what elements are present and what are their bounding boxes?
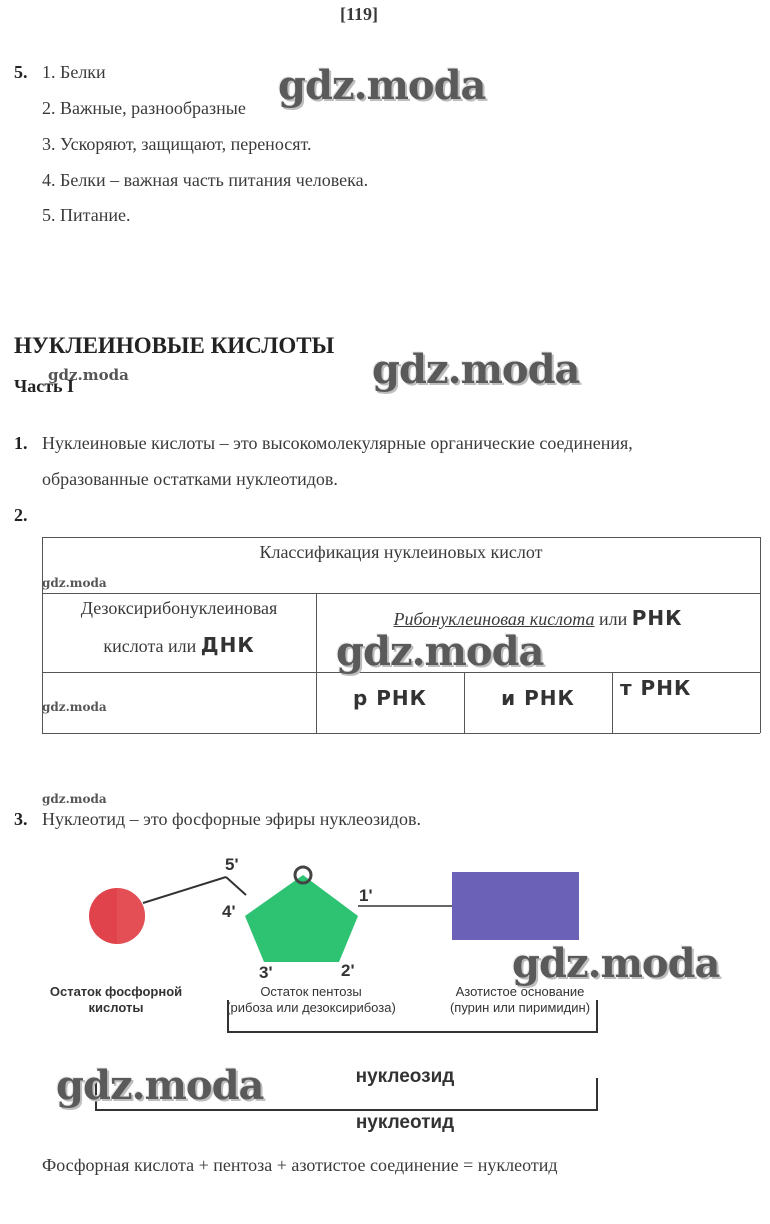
rna-type-r: р РНК [352, 686, 428, 710]
nucleoside-label: нуклеозид [355, 1066, 455, 1087]
phosphate-bond [143, 877, 226, 903]
pentose-label-line2: (рибоза или дезоксирибоза) [226, 1000, 396, 1015]
table-header: Классификация нуклеиновых кислот [259, 542, 543, 562]
prime-3: 3' [259, 963, 273, 982]
task5-number: 5. [14, 62, 28, 82]
dna-line2 [42, 633, 316, 657]
watermark: gdz.moda [512, 940, 720, 987]
section-part: Часть I [14, 376, 75, 396]
base-label-line1: Азотистое основание [455, 984, 585, 999]
c5-bond [226, 877, 246, 895]
task5-item-5: 5. Питание. [42, 205, 131, 225]
task1-line1: Нуклеиновые кислоты – это высокомолекулярные органические соединения, [42, 433, 633, 453]
task1-line2: образованные остатками нуклеотидов. [42, 469, 338, 489]
page-number: [119] [340, 4, 378, 24]
task3-text: Нуклеотид – это фосфорные эфиры нуклеозидов. [42, 809, 421, 829]
watermark: gdz.moda [278, 62, 486, 109]
task3-number: 3. [14, 809, 28, 829]
rna-cell [316, 606, 760, 630]
dna-line1: Дезоксирибонуклеиновая [80, 598, 278, 618]
prime-1: 1' [359, 886, 373, 905]
watermark: gdz.moda [372, 346, 580, 393]
prime-2: 2' [341, 961, 355, 980]
prime-5: 5' [225, 855, 239, 874]
watermark: gdz.moda [42, 576, 107, 590]
formula: Фосфорная кислота + пентоза + азотистое соединение = нуклеотид [42, 1155, 558, 1175]
watermark: gdz.moda [42, 792, 107, 806]
base-label-line2: (пурин или пиримидин) [449, 1000, 591, 1015]
watermark: gdz.moda [56, 1062, 264, 1109]
phosphate-label [36, 984, 196, 1016]
base-rect [452, 872, 579, 940]
task5-item-3: 3. Ускоряют, защищают, переносят. [42, 134, 312, 154]
dna-abbr: ДНК [200, 633, 255, 657]
rna-or: или [594, 609, 632, 629]
pentose-label-line1: Остаток пентозы [260, 984, 362, 999]
phosphate-label-line1: Остаток фосфорной [49, 984, 183, 999]
task5-item-4: 4. Белки – важная часть питания человека. [42, 170, 369, 190]
section-title: НУКЛЕИНОВЫЕ КИСЛОТЫ [14, 333, 335, 358]
base-label [420, 984, 620, 1016]
rna-abbr: РНК [631, 606, 683, 630]
watermark: gdz.moda [48, 366, 129, 384]
task2-number: 2. [14, 505, 28, 525]
prime-4: 4' [222, 902, 236, 921]
pentose-pentagon [245, 875, 358, 962]
dna-text: кислота или [103, 636, 197, 656]
rna-type-t: т РНК [620, 676, 692, 700]
task1-number: 1. [14, 433, 28, 453]
task5-item-2: 2. Важные, разнообразные [42, 98, 246, 118]
phosphate-label-line2: кислоты [88, 1000, 144, 1015]
watermark: gdz.moda [336, 628, 544, 675]
pentose-label [200, 984, 422, 1016]
rna-full: Рибонуклеиновая кислота [393, 609, 595, 629]
nucleotide-label: нуклеотид [355, 1112, 455, 1133]
task5-item-1: 1. Белки [42, 62, 106, 82]
rna-type-i: и РНК [501, 686, 575, 710]
watermark: gdz.moda [42, 700, 107, 714]
